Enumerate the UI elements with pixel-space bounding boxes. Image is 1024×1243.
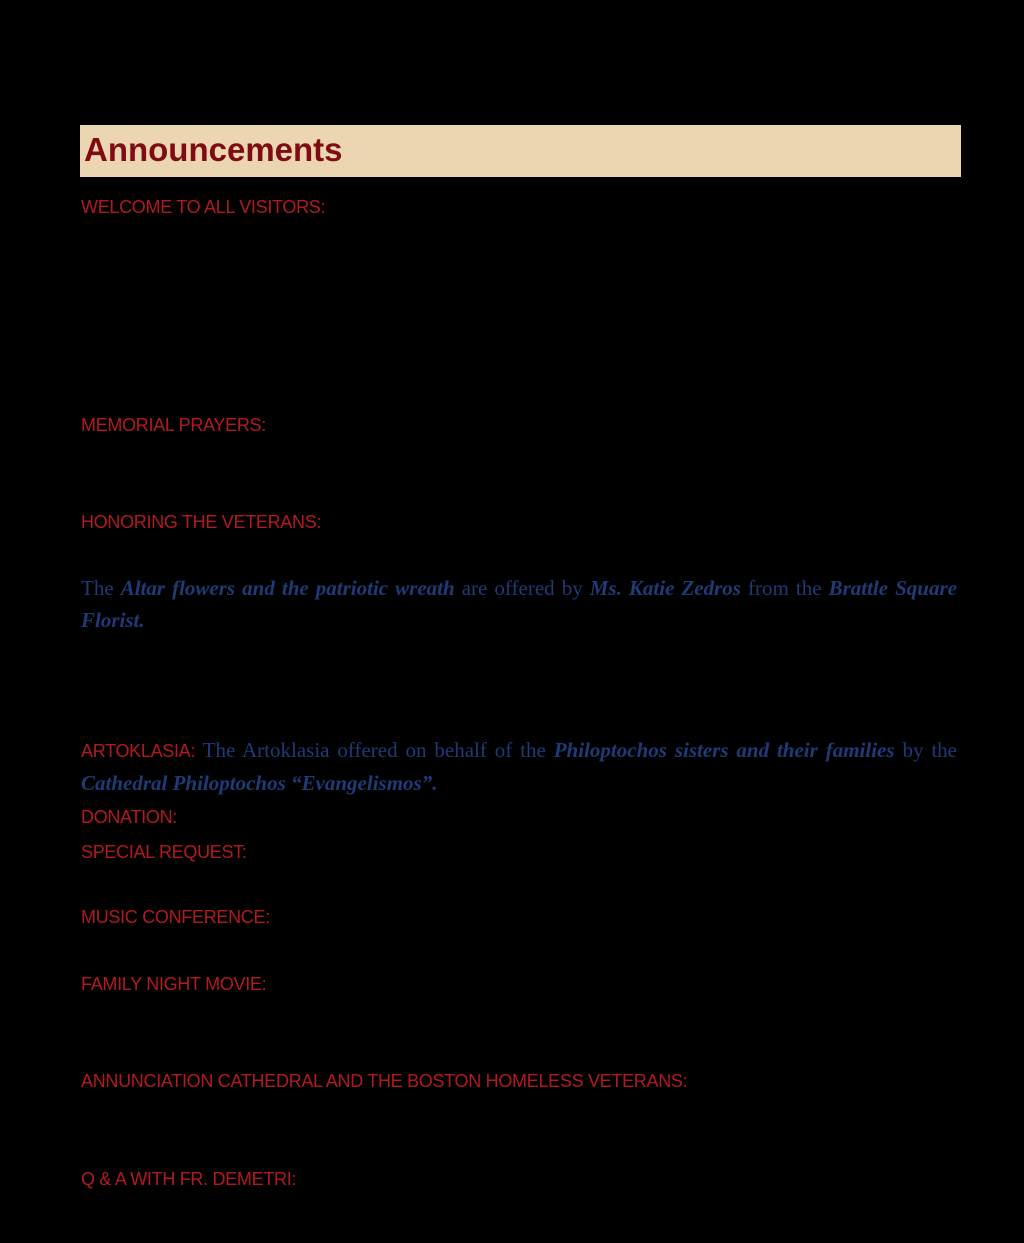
heading-homeless-veterans: ANNUNCIATION CATHEDRAL AND THE BOSTON HOMELESS VETERANS: — [81, 1071, 688, 1091]
altar-text-3: are offered by — [454, 576, 590, 600]
altar-flowers-paragraph — [81, 572, 957, 636]
altar-donor-name: Ms. Katie Zedros — [589, 576, 741, 600]
altar-florist-name: Brattle Square Florist — [81, 576, 957, 632]
altar-text-5: from the — [740, 576, 829, 600]
heading-special-request: SPECIAL REQUEST: — [81, 842, 247, 862]
artoklasia-text-4: Cathedral Philoptochos “Evangelismos” — [81, 771, 433, 795]
heading-qa-fr-demetri: Q & A WITH FR. DEMETRI: — [81, 1169, 297, 1189]
altar-text-2: Altar flowers and the patriotic wreath — [120, 576, 455, 600]
heading-donation: DONATION: — [81, 807, 177, 827]
page-title: Announcements — [84, 131, 343, 168]
altar-text-7: . — [139, 608, 145, 632]
artoklasia-text-5: . — [432, 771, 438, 795]
heading-honoring-veterans: HONORING THE VETERANS: — [81, 512, 322, 532]
announcements-title-bar — [80, 125, 961, 177]
heading-music-conference: MUSIC CONFERENCE: — [81, 907, 270, 927]
heading-artoklasia: ARTOKLASIA: — [81, 741, 196, 761]
heading-memorial-prayers: MEMORIAL PRAYERS: — [81, 415, 266, 435]
artoklasia-text-1: The Artoklasia offered on behalf of the — [195, 738, 554, 762]
altar-text-1: The — [81, 576, 121, 600]
artoklasia-text-3: by the — [894, 738, 957, 762]
heading-welcome-visitors: WELCOME TO ALL VISITORS: — [81, 197, 326, 217]
heading-family-night-movie: FAMILY NIGHT MOVIE: — [81, 974, 267, 994]
artoklasia-paragraph — [81, 734, 957, 799]
artoklasia-text-2: Philoptochos sisters and their families — [553, 738, 895, 762]
